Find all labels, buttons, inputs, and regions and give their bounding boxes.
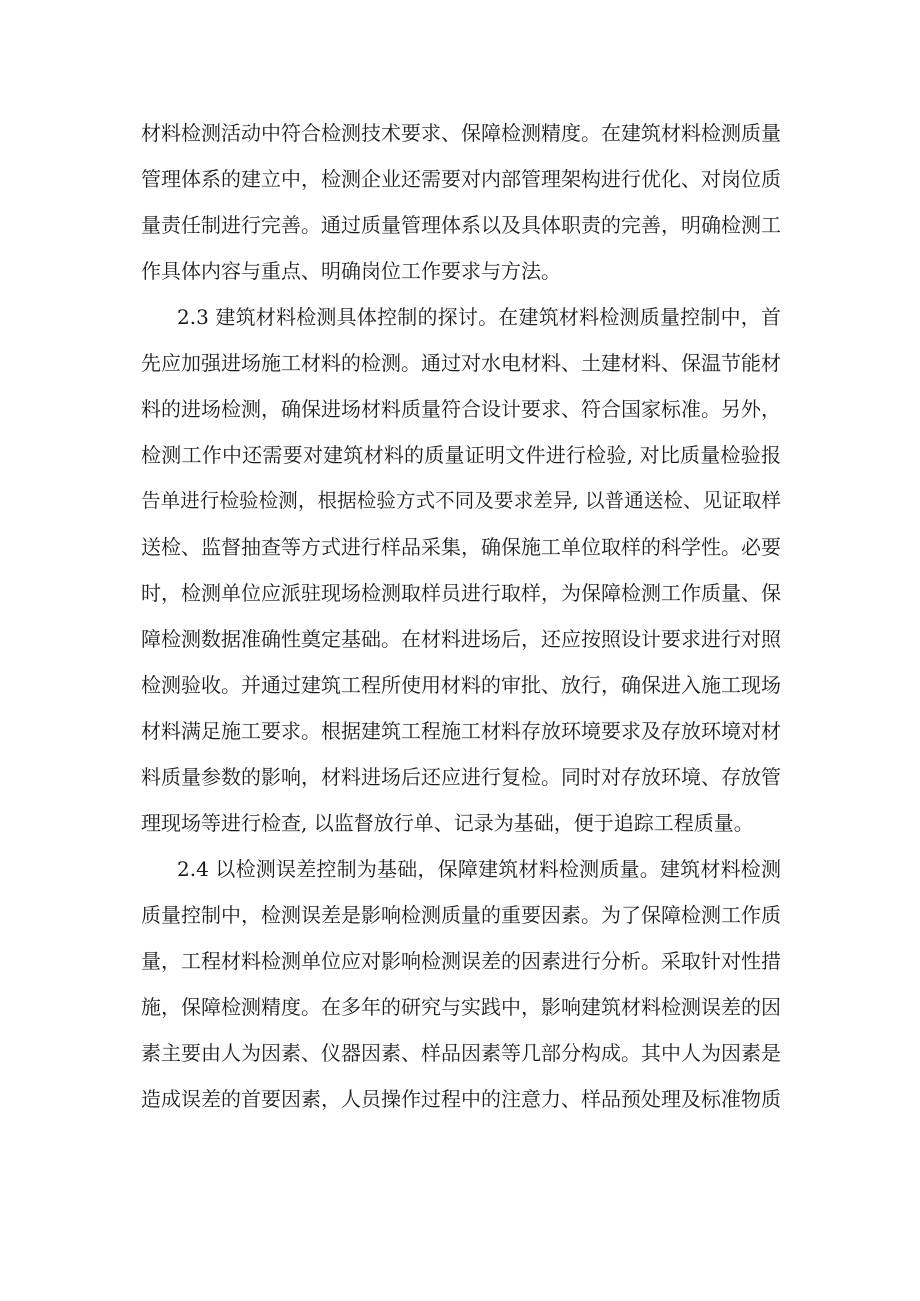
text-line: 材料满足施工要求。根据建筑工程施工材料存放环境要求及存放环境对材 (141, 719, 781, 743)
text-line: 质量控制中，检测误差是影响检测质量的重要因素。为了保障检测工作质 (141, 903, 781, 927)
text-line: 先应加强进场施工材料的检测。通过对水电材料、土建材料、保温节能材 (141, 351, 781, 375)
text-line: 料质量参数的影响，材料进场后还应进行复检。同时对存放环境、存放管 (141, 765, 781, 789)
text-line: 素主要由人为因素、仪器因素、样品因素等几部分构成。其中人为因素是 (141, 1041, 781, 1065)
paragraph-section-2-4 (141, 846, 781, 1122)
text-line: 施，保障检测精度。在多年的研究与实践中，影响建筑材料检测误差的因 (141, 995, 781, 1019)
text-line: 障检测数据准确性奠定基础。在材料进场后，还应按照设计要求进行对照 (141, 627, 781, 651)
text-line: 理现场等进行检查, 以监督放行单、记录为基础，便于追踪工程质量。 (141, 811, 754, 835)
document-body (141, 110, 781, 1122)
paragraph-section-2-3 (141, 294, 781, 846)
text-line: 量责任制进行完善。通过质量管理体系以及具体职责的完善，明确检测工 (141, 213, 781, 237)
text-line: 送检、监督抽查等方式进行样品采集，确保施工单位取样的科学性。必要 (141, 535, 781, 559)
text-line: 告单进行检验检测，根据检验方式不同及要求差异, 以普通送检、见证取样 (141, 489, 781, 512)
text-line-first: 2.3 建筑材料检测具体控制的探讨。在建筑材料检测质量控制中，首 (177, 305, 781, 329)
text-line: 料的进场检测，确保进场材料质量符合设计要求、符合国家标准。另外， (141, 397, 781, 421)
text-line: 材料检测活动中符合检测技术要求、保障检测精度。在建筑材料检测质量 (141, 121, 781, 145)
text-line-first: 2.4 以检测误差控制为基础，保障建筑材料检测质量。建筑材料检测 (177, 857, 781, 881)
text-line: 管理体系的建立中，检测企业还需要对内部管理架构进行优化、对岗位质 (141, 167, 781, 191)
text-line: 时，检测单位应派驻现场检测取样员进行取样，为保障检测工作质量、保 (141, 581, 781, 605)
text-line: 作具体内容与重点、明确岗位工作要求与方法。 (141, 259, 561, 283)
text-line: 造成误差的首要因素，人员操作过程中的注意力、样品预处理及标准物质 (141, 1087, 781, 1111)
text-line: 检测验收。并通过建筑工程所使用材料的审批、放行，确保进入施工现场 (141, 673, 781, 697)
text-line: 量，工程材料检测单位应对影响检测误差的因素进行分析。采取针对性措 (141, 949, 781, 973)
text-line: 检测工作中还需要对建筑材料的质量证明文件进行检验, 对比质量检验报 (141, 443, 781, 467)
paragraph-intro-continued (141, 110, 781, 294)
